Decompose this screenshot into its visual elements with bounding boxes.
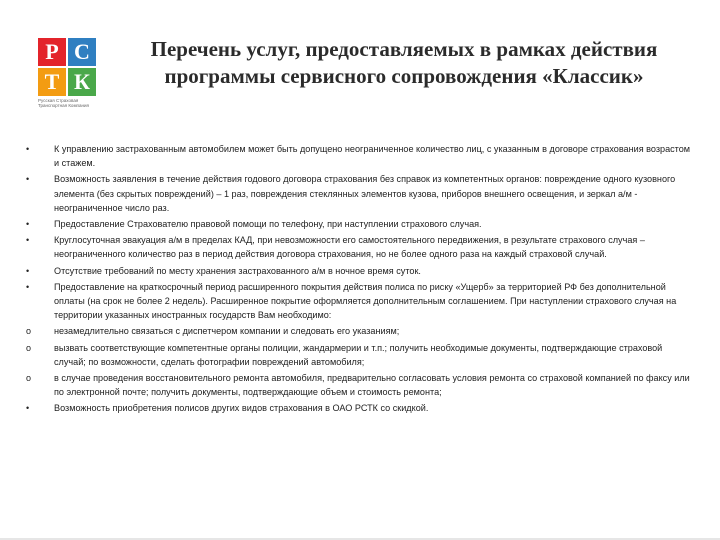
list-item-text: Возможность заявления в течение действия годового договора страхования без справок из компетентных органов: повреждение одного кузовного элемента (без скрытых повреждений) – 1 раз, повреждения стеклянных элементов кузова, приборов внешнего освещения, и зеркал а/м - неограниченное число раз. bbox=[54, 174, 676, 213]
bullet-icon: • bbox=[26, 174, 30, 185]
bullet-icon: • bbox=[26, 403, 30, 414]
list-item bbox=[26, 341, 696, 369]
page-title bbox=[108, 36, 700, 90]
logo-letter-s: С bbox=[68, 38, 96, 66]
list-item bbox=[26, 401, 696, 415]
list-item-text: Возможность приобретения полисов других видов страхования в ОАО РСТК со скидкой. bbox=[54, 403, 429, 414]
bullet-icon: • bbox=[26, 235, 30, 246]
list-item-text: Предоставление Страхователю правовой помощи по телефону, при наступлении страхового случая. bbox=[54, 219, 482, 230]
list-item-text: Отсутствие требований по месту хранения застрахованного а/м в ночное время суток. bbox=[54, 265, 421, 276]
list-item-text: Предоставление на краткосрочный период расширенного покрытия действия полиса по риску «Ущерб» за территорией РФ без дополнительной оплаты (на срок не более 2 недель). Расширенное покрытие оформляется дополнительным соглашением. При наступлении страхового случая на территории указанных иностранных государств Вам необходимо: bbox=[54, 281, 677, 321]
list-item-text: в случае проведения восстановительного ремонта автомобиля, предварительно согласовать условия ремонта со страховой компанией по факсу или по электронной почте; получить документы, подтверждающие объем и стоимость ремонта; bbox=[54, 373, 690, 398]
circle-bullet-icon: o bbox=[26, 326, 32, 337]
list-item bbox=[26, 233, 696, 261]
list-item-text: Круглосуточная эвакуация а/м в пределах КАД, при невозможности его самостоятельного передвижения, в результате страхового случая – неограниченного количество раз в период действия договора страхования, но не более одного раза на каждый страховой случай. bbox=[54, 235, 645, 260]
list-item bbox=[26, 324, 696, 338]
list-item-text: вызвать соответствующие компетентные органы полиции, жандармерии и т.п.; получить необходимые документы, подтверждающие страховой случай; по возможности, сделать фотографии повреждений автомобиля; bbox=[54, 342, 663, 367]
company-logo bbox=[38, 38, 100, 106]
list-item bbox=[26, 371, 696, 399]
list-item bbox=[26, 172, 696, 215]
list-item bbox=[26, 142, 696, 170]
bullet-icon: • bbox=[26, 265, 30, 276]
logo-letter-k: К bbox=[68, 68, 96, 96]
bullet-icon: • bbox=[26, 144, 30, 154]
services-list bbox=[26, 142, 696, 418]
bullet-icon: • bbox=[26, 281, 30, 292]
bullet-icon: • bbox=[26, 219, 30, 230]
logo-letter-t: Т bbox=[38, 68, 66, 96]
list-item bbox=[26, 280, 696, 323]
list-item-text: К управлению застрахованным автомобилем может быть допущено неограниченное количество лиц, с указанным в договоре страхования возрастом и стажем. bbox=[54, 144, 691, 169]
list-item bbox=[26, 264, 696, 278]
circle-bullet-icon: o bbox=[26, 342, 32, 353]
circle-bullet-icon: o bbox=[26, 373, 32, 384]
logo-grid bbox=[38, 38, 100, 96]
logo-letter-r: Р bbox=[38, 38, 66, 66]
title-line-2: программы сервисного сопровождения «Классик» bbox=[164, 64, 644, 88]
title-line-1: Перечень услуг, предоставляемых в рамках действия bbox=[150, 37, 658, 61]
list-item bbox=[26, 217, 696, 231]
logo-caption: Русская Страховая Транспортная Компания bbox=[38, 98, 89, 108]
list-item-text: незамедлительно связаться с диспетчером компании и следовать его указаниям; bbox=[54, 326, 400, 337]
